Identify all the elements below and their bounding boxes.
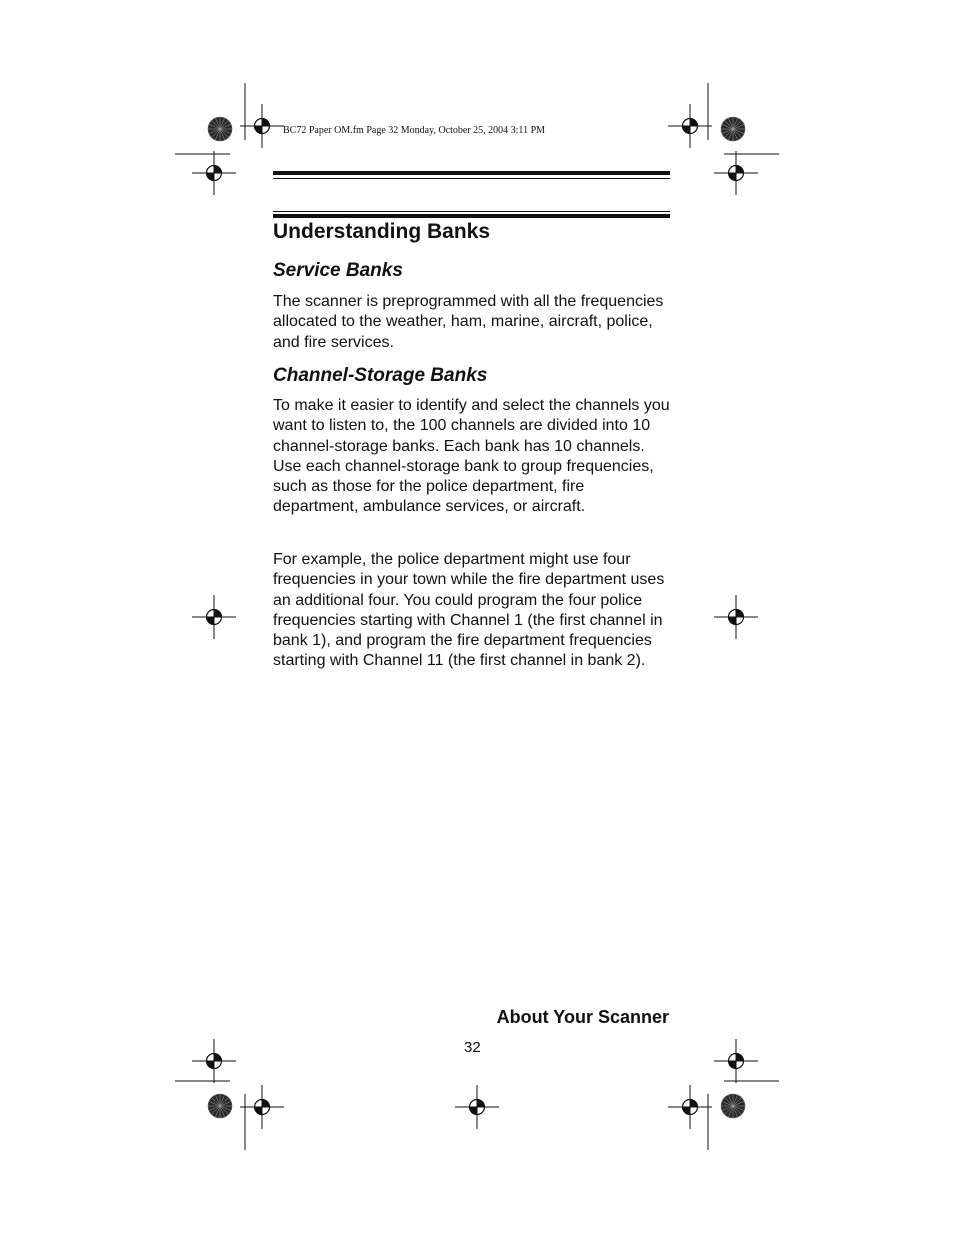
section-heading-service-banks: Service Banks: [273, 260, 403, 281]
file-info-stamp: BC72 Paper OM.fm Page 32 Monday, October 25, 2004 3:11 PM: [283, 125, 546, 136]
channel-storage-paragraph-2: For example, the police department might use four frequencies in your town while the fire department uses an additional four. You could program the four police frequencies starting with Channel 1 (the first channel in bank 1), and program the fire department frequencies starting with Channel 11 (the first channel in bank 2).: [273, 551, 665, 670]
page-number: 32: [464, 1039, 481, 1056]
page-title: Understanding Banks: [273, 220, 491, 243]
top-rule-thin: [273, 178, 670, 179]
footer-section-title: About Your Scanner: [496, 1007, 669, 1027]
top-rule-thick: [273, 171, 670, 175]
section-heading-channel-storage-banks: Channel-Storage Banks: [273, 365, 488, 386]
title-rule-thick: [273, 214, 670, 218]
channel-storage-paragraph-1: To make it easier to identify and select the channels you want to listen to, the 100 channels are divided into 10 channel-storage banks. Each bank has 10 channels. Use each channel-storage bank to group frequencies, such as those for the police department, fire department, ambulance services, or aircraft.: [273, 397, 670, 516]
title-rule-thin: [273, 211, 670, 212]
service-banks-paragraph: The scanner is preprogrammed with all the frequencies allocated to the weather, ham, marine, aircraft, police, and fire services.: [273, 293, 664, 351]
